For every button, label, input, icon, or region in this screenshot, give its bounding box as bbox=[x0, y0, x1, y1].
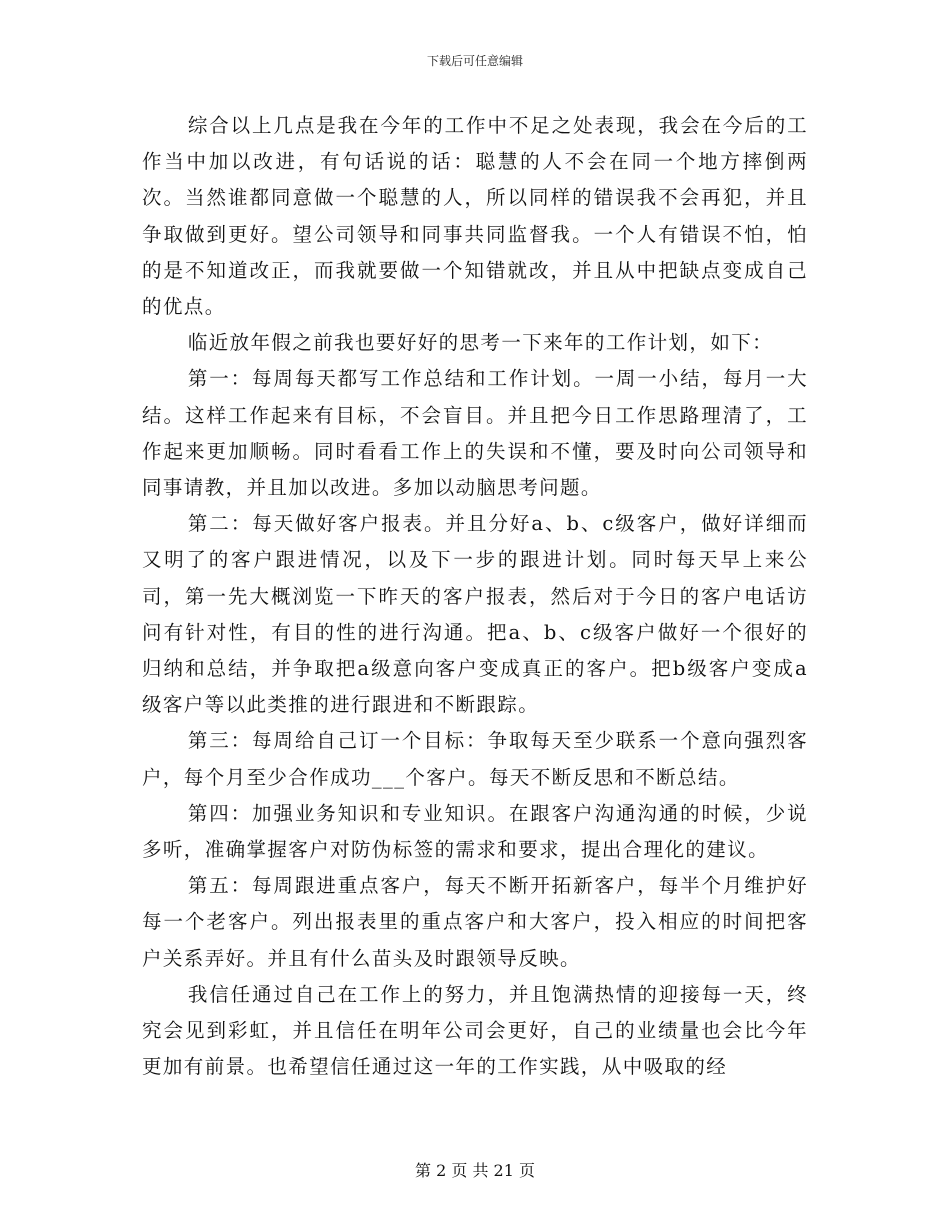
paragraph-plan-intro: 临近放年假之前我也要好好的思考一下来年的工作计划，如下： bbox=[187, 331, 774, 355]
paragraph-closing: 我信任通过自己在工作上的努力，并且饱满热情的迎接每一天，终究会见到彩虹，并且信任在明年公司会更好，自己的业绩量也会比今年更加有前景。也希望信任通过这一年的工作实践，从中吸取的经 bbox=[142, 982, 808, 1079]
paragraph-plan-fifth: 第五：每周跟进重点客户，每天不断开拓新客户，每半个月维护好每一个老客户。列出报表里的重点客户和大客户，投入相应的时间把客户关系弄好。并且有什么苗头及时跟领导反映。 bbox=[142, 874, 808, 970]
page-header: 下载后可任意编辑 bbox=[426, 54, 523, 68]
paragraph-summary: 综合以上几点是我在今年的工作中不足之处表现，我会在今后的工作当中加以改进，有句话说的话：聪慧的人不会在同一个地方摔倒两次。当然谁都同意做一个聪慧的人，所以同样的错误我不会再犯，并且争取做到更好。望公司领导和同事共同监督我。一个人有错误不怕，怕的是不知道改正，而我就要做一个知错就改，并且从中把缺点变成自己的优点。 bbox=[142, 114, 808, 319]
paragraph-plan-fourth: 第四：加强业务知识和专业知识。在跟客户沟通沟通的时候，少说多听，准确掌握客户对防伪标签的需求和要求，提出合理化的建议。 bbox=[142, 801, 808, 862]
document-body bbox=[142, 108, 808, 1085]
paragraph-plan-first: 第一：每周每天都写工作总结和工作计划。一周一小结，每月一大结。这样工作起来有目标，不会盲目。并且把今日工作思路理清了，工作起来更加顺畅。同时看看工作上的失误和不懂，要及时向公司领导和同事请教，并且加以改进。多加以动脑思考问题。 bbox=[142, 367, 808, 500]
paragraph-plan-third: 第三：每周给自己订一个目标：争取每天至少联系一个意向强烈客户，每个月至少合作成功___个客户。每天不断反思和不断总结。 bbox=[142, 729, 808, 789]
page-footer: 第 2 页 共 21 页 bbox=[415, 1161, 535, 1180]
paragraph-plan-second: 第二：每天做好客户报表。并且分好a、b、c级客户，做好详细而又明了的客户跟进情况，以及下一步的跟进计划。同时每天早上来公司，第一先大概浏览一下昨天的客户报表，然后对于今日的客户电话访问有针对性，有目的性的进行沟通。把a、b、c级客户做好一个很好的归纳和总结，并争取把a级意向客户变成真正的客户。把b级客户变成a级客户等以此类推的进行跟进和不断跟踪。 bbox=[142, 512, 808, 717]
